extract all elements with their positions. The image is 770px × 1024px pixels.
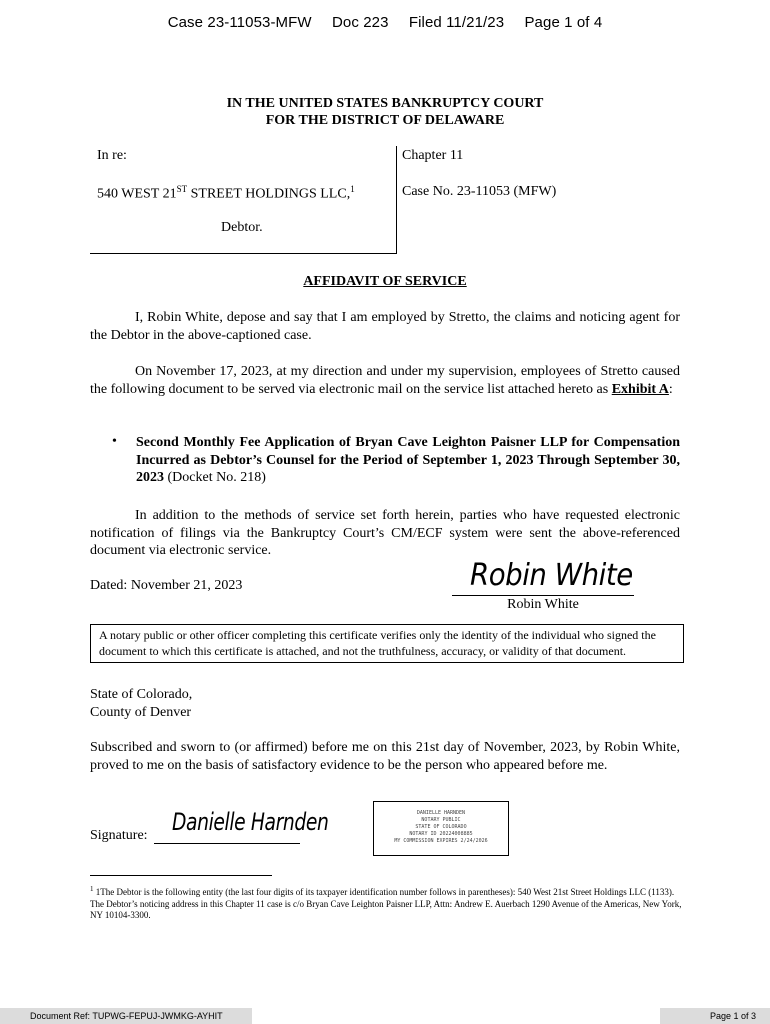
notary-signature: Danielle Harnden bbox=[172, 808, 329, 836]
notary-stamp bbox=[373, 801, 509, 856]
court-line-1: IN THE UNITED STATES BANKRUPTCY COURT bbox=[226, 96, 544, 111]
in-re-label: In re: bbox=[97, 148, 127, 163]
notary-disclaimer-box: A notary public or other officer completing this certificate verifies only the identity of the individual who signed the document to which this certificate is attached, and not the truthfulness, accuracy, or validity of that document. bbox=[90, 624, 684, 663]
stamp-line-2: NOTARY PUBLIC bbox=[421, 817, 461, 823]
footnote-rule bbox=[90, 875, 272, 876]
paragraph-1: I, Robin White, depose and say that I am employed by Stretto, the claims and noticing agent for the Debtor in the above-captioned case. bbox=[90, 310, 680, 343]
doc-number: Doc 223 bbox=[331, 14, 389, 31]
paragraph-2 bbox=[90, 363, 680, 398]
paragraph-2-text: On November 17, 2023, at my direction and under my supervision, employees of Stretto caused the following document to be served via electronic mail on the service list attached hereto as bbox=[90, 364, 680, 397]
signer-signature: Robin White bbox=[470, 558, 633, 593]
header-page: Page 1 of 4 bbox=[524, 14, 603, 31]
footnote-ref: 1 bbox=[350, 184, 355, 194]
paragraph-2-end: : bbox=[668, 381, 673, 397]
served-document-title: Second Monthly Fee Application of Bryan Cave Leighton Paisner LLP for Compensation Incurred as Debtor’s Counsel for the Period of September 1, 2023 Through September 30, 2023 bbox=[136, 435, 680, 485]
debtor-name-sup: ST bbox=[176, 184, 188, 194]
jurat: Subscribed and sworn to (or affirmed) before me on this 21st day of November, 2023, by Robin White, proved to me on the basis of satisfactory evidence to be the person who appeared before me. bbox=[90, 740, 680, 773]
caption-horizontal-rule bbox=[90, 253, 397, 254]
caption-vertical-rule bbox=[396, 146, 397, 253]
case-number: Case 23-11053-MFW bbox=[167, 14, 312, 31]
signer-printed-name: Robin White bbox=[507, 597, 579, 612]
served-document-docket: (Docket No. 218) bbox=[164, 470, 266, 485]
document-ref: Document Ref: TUPWG-FEPUJ-JWMKG-AYHIT bbox=[0, 1008, 252, 1024]
debtor-name-post: STREET HOLDINGS LLC, bbox=[187, 186, 351, 202]
footnote-mark: 1 bbox=[90, 885, 94, 893]
case-no: Case No. 23-11053 (MFW) bbox=[402, 184, 557, 199]
document-title: AFFIDAVIT OF SERVICE bbox=[303, 274, 467, 289]
debtor-name-pre: 540 WEST 21 bbox=[97, 186, 177, 202]
paragraph-3: In addition to the methods of service set forth herein, parties who have requested electronic notification of filings via the Bankruptcy Court’s CM/ECF system were sent the above-referenced document via electronic service. bbox=[90, 508, 680, 558]
filing-header bbox=[0, 14, 770, 31]
signature-label: Signature: bbox=[90, 828, 148, 843]
debtor-name bbox=[97, 184, 355, 203]
exhibit-a-ref: Exhibit A bbox=[611, 381, 669, 397]
court-title bbox=[0, 95, 770, 129]
footnote-text: 1The Debtor is the following entity (the last four digits of its taxpayer identification number follows in parentheses): 540 West 21st Street Holdings LLC (1133). The Debtor’s noticing address in this Chapter 11 case is c/o Bryan Cave Leighton Paisner LLP, Attn: Andrew E. Auerbach 1290 Avenue of the Americas, New York, NY 10104-3300. bbox=[90, 887, 682, 920]
chapter: Chapter 11 bbox=[402, 148, 464, 163]
bullet-marker: • bbox=[112, 434, 117, 449]
venue bbox=[90, 686, 192, 721]
filed-date: Filed 11/21/23 bbox=[408, 14, 505, 31]
footnote bbox=[90, 884, 690, 922]
notary-signature-line bbox=[154, 843, 300, 844]
debtor-label: Debtor. bbox=[221, 220, 263, 235]
stamp-line-1: DANIELLE HARNDEN bbox=[416, 810, 466, 816]
dated: Dated: November 21, 2023 bbox=[90, 578, 243, 593]
stamp-line-4: NOTARY ID 20224008885 bbox=[409, 831, 473, 837]
stamp-line-3: STATE OF COLORADO bbox=[415, 824, 467, 830]
stamp-line-5: MY COMMISSION EXPIRES 2/24/2026 bbox=[394, 838, 488, 844]
served-document bbox=[136, 434, 680, 487]
footer-page: Page 1 of 3 bbox=[660, 1008, 770, 1024]
signer-signature-line bbox=[452, 595, 634, 596]
venue-county: County of Denver bbox=[90, 704, 192, 720]
court-line-2: FOR THE DISTRICT OF DELAWARE bbox=[265, 113, 505, 128]
venue-state: State of Colorado, bbox=[90, 687, 193, 702]
